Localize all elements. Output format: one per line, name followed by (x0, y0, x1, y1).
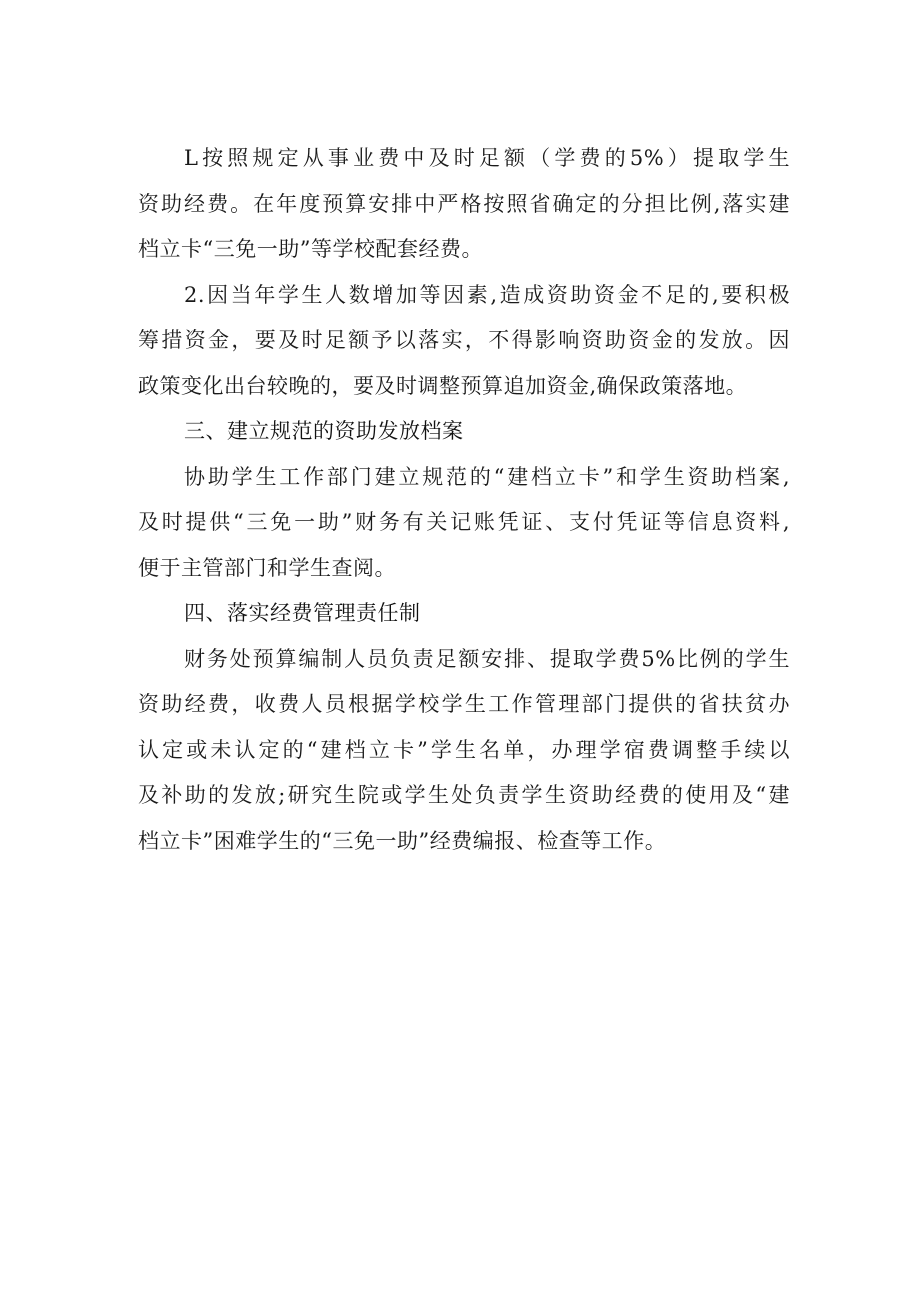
section-heading-archives: 三、建立规范的资助发放档案 (184, 419, 464, 443)
text-line: 筹措资金，要及时足额予以落实，不得影响资助资金的发放。因 (138, 328, 790, 352)
text-line: 及补助的发放;研究生院或学生处负责学生资助经费的使用及“建 (138, 783, 790, 807)
text-line: 财务处预算编制人员负责足额安排、提取学费5%比例的学生 (184, 646, 790, 671)
text-line: 资助经费，收费人员根据学校学生工作管理部门提供的省扶贫办 (138, 692, 790, 716)
paragraph-funding-allocation (138, 136, 790, 273)
text-line: 协助学生工作部门建立规范的“建档立卡”和学生资助档案, (184, 464, 790, 489)
document-body (138, 136, 790, 864)
text-line: L按照规定从事业费中及时足额（学费的5%）提取学生 (184, 146, 790, 170)
paragraph-archives (138, 455, 790, 592)
paragraph-item-2 (138, 273, 790, 410)
text-line: 档立卡“三免一助”等学校配套经费。 (138, 237, 483, 261)
paragraph-responsibility (138, 637, 790, 865)
text-line: 资助经费。在年度预算安排中严格按照省确定的分担比例,落实建 (138, 191, 790, 216)
text-line: 及时提供“三免一助”财务有关记账凭证、支付凭证等信息资料, (138, 510, 790, 534)
text-line: 政策变化出台较晚的，要及时调整预算追加资金,确保政策落地。 (138, 373, 748, 398)
text-line: 认定或未认定的“建档立卡”学生名单，办理学宿费调整手续以 (138, 737, 790, 762)
text-line: 便于主管部门和学生查阅。 (138, 555, 396, 580)
text-line: 2.因当年学生人数增加等因素,造成资助资金不足的,要积极 (184, 282, 790, 307)
section-heading-responsibility: 四、落实经费管理责任制 (184, 601, 421, 625)
text-line: 档立卡”困难学生的“三免一助”经费编报、检查等工作。 (138, 828, 667, 853)
